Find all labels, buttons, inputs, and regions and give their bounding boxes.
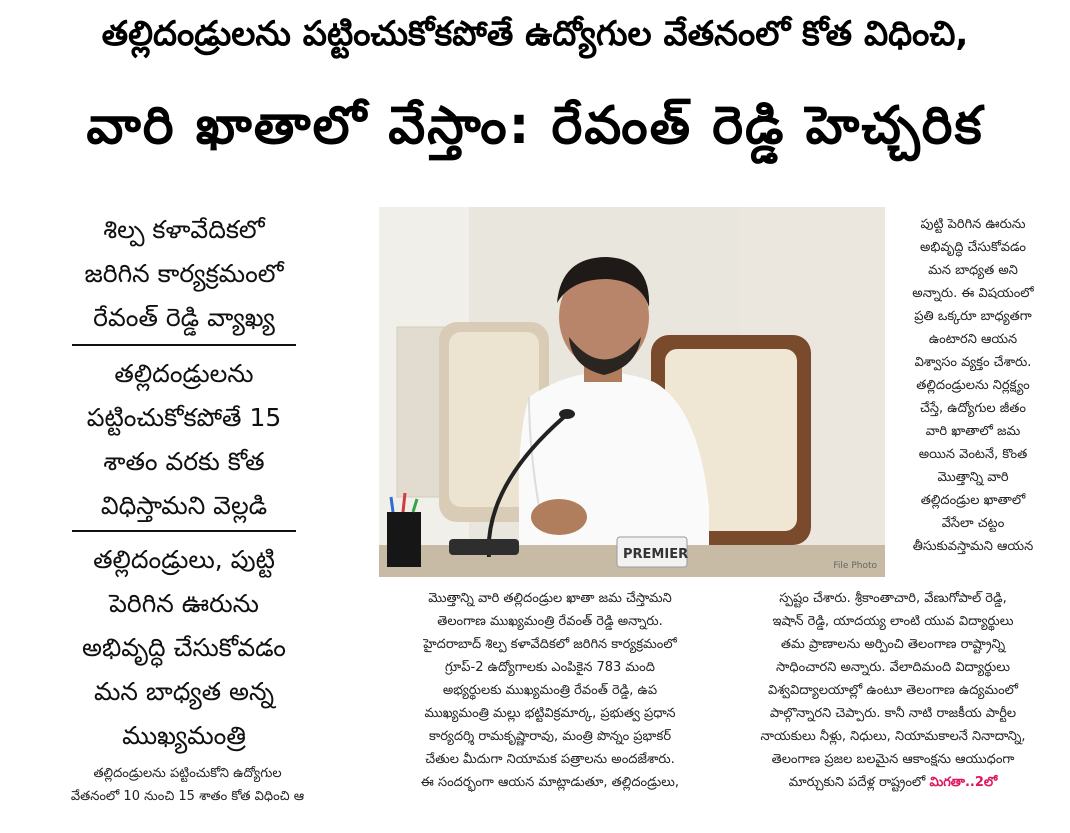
article-column-left xyxy=(40,762,335,808)
deck-line: పెరిగిన ఊరును xyxy=(109,589,259,618)
photo-credit: File Photo xyxy=(833,561,877,571)
text-line: చేతుల మీదుగా నియామక పత్రాలను అందజేశారు. xyxy=(425,752,675,767)
deck-line: తల్లిదండ్రులను xyxy=(114,359,254,388)
text-line: అభ్యర్థులకు ముఖ్యమంత్రి రేవంత్ రెడ్డి, ఉప xyxy=(442,683,658,698)
text-line: ఈ సందర్భంగా ఆయన మాట్లాడుతూ, తల్లిదండ్రులు, xyxy=(420,775,680,790)
text-line: తెలంగాణ ప్రజల బలమైన ఆకాంక్షను ఆయుధంగా xyxy=(771,752,1015,767)
text-line: విశ్వవిద్యాలయాల్లో ఉంటూ తెలంగాణ ఉద్యమంలో xyxy=(767,683,1019,698)
text-line: తల్లిదండ్రులను పట్టించుకోని ఉద్యోగుల xyxy=(93,766,282,781)
text-line: మన బాధ్యత అని xyxy=(928,263,1018,278)
text-line: నాయకులు నీళ్లు, నిధులు, నియామకాలనే నినాదాన్ని, xyxy=(760,729,1026,744)
text-line: విశ్వాసం వ్యక్తం చేశారు. xyxy=(914,355,1032,370)
text-line: ఉంటారని ఆయన xyxy=(928,332,1018,347)
text-line: తల్లిదండ్రుల ఖాతాలో xyxy=(920,493,1026,508)
deck-line: అభివృద్ధి చేసుకోవడం xyxy=(82,633,286,662)
text-line: అన్నారు. ఈ విషయంలో xyxy=(912,286,1034,301)
text-line: వేసేలా చట్టం xyxy=(941,516,1005,531)
text-line: గ్రూప్-2 ఉద్యోగాలకు ఎంపికైన 783 మంది xyxy=(445,660,655,675)
deck-line: ముఖ్యమంత్రి xyxy=(122,721,246,750)
text-line: తల్లిదండ్రులను నిర్లక్ష్యం xyxy=(916,378,1030,393)
deck-block-3 xyxy=(34,538,334,758)
continued-link[interactable]: మిగతా..2లో xyxy=(929,775,998,790)
text-line: హైదరాబాద్ శిల్ప కళావేదికలో జరిగిన కార్యక్రమంలో xyxy=(423,637,677,652)
text-line: చేస్తే, ఉద్యోగుల జీతం xyxy=(920,401,1026,416)
text-line: ఇషాన్ రెడ్డి, యాదయ్య లాంటి యువ విద్యార్థులు xyxy=(772,614,1014,629)
deck-line: విధిస్తామని వెల్లడి xyxy=(100,491,268,520)
text-line: పాల్గొన్నారని చెప్పారు. కానీ నాటి రాజకీయ పార్టీల xyxy=(769,706,1017,721)
headline-line-2: వారి ఖాతాలో వేస్తాం: రేవంత్ రెడ్డి హెచ్చరిక xyxy=(86,96,984,156)
deck-block-2 xyxy=(34,352,334,528)
text-line: అభివృద్ధి చేసుకోవడం xyxy=(919,240,1027,255)
news-photo xyxy=(379,207,885,577)
deck-block-1 xyxy=(34,208,334,340)
text-line: ముఖ్యమంత్రి మల్లు భట్టివిక్రమార్క, ప్రభుత్వ ప్రధాన xyxy=(424,706,676,721)
text-line: తీసుకువస్తామని ఆయన xyxy=(912,539,1034,554)
text-line: అయిన వెంటనే, కొంత xyxy=(918,447,1028,462)
deck-line: శాతం వరకు కోత xyxy=(103,447,265,476)
deck-line: శిల్ప కళావేదికలో xyxy=(103,215,265,244)
deck-line: పట్టించుకోకపోతే 15 xyxy=(86,403,282,432)
article-column-right xyxy=(888,213,1058,558)
headline-line-1: తల్లిదండ్రులను పట్టించుకోకపోతే ఉద్యోగుల వేతనంలో కోత విధించి, xyxy=(101,14,969,54)
deck-line: తల్లిదండ్రులు, పుట్టి xyxy=(93,545,275,574)
deck-divider xyxy=(72,344,296,346)
name-plate-label: PREMIER xyxy=(623,547,689,562)
deck-line: రేవంత్ రెడ్డి వ్యాఖ్య xyxy=(93,303,275,332)
text-line: మొత్తాన్ని వారి తల్లిదండ్రుల ఖాతా జమ చేస్తామని xyxy=(428,591,672,606)
text-line: వేతనంలో 10 నుంచి 15 శాతం కోత విధించి ఆ xyxy=(70,789,305,804)
text-line: సాధించారని అన్నారు. వేలాదిమంది విద్యార్థులు xyxy=(776,660,1010,675)
text-line: వారి ఖాతాలో జమ xyxy=(925,424,1021,439)
text-line xyxy=(733,771,1053,794)
text-line: స్పష్టం చేశారు. శ్రీకాంతాచారి, వేణుగోపాల్ రెడ్డి, xyxy=(779,591,1007,606)
text-line: తమ ప్రాణాలను అర్పించి తెలంగాణ రాష్ట్రాన్ని xyxy=(780,637,1006,652)
text-line: మొత్తాన్ని వారి xyxy=(937,470,1009,485)
text-segment: మార్చుకుని పదేళ్ల రాష్ట్రంలో xyxy=(788,775,926,790)
deck-line: జరిగిన కార్యక్రమంలో xyxy=(84,259,284,288)
deck-line: మన బాధ్యత అన్న xyxy=(93,677,275,706)
text-line: కార్యదర్శి రామకృష్ణారావు, మంత్రి పొన్నం ప్రభాకర్ xyxy=(428,729,672,744)
text-line: ప్రతి ఒక్కరూ బాధ్యతగా xyxy=(914,309,1032,324)
photo-illustration xyxy=(379,207,885,577)
article-column-middle xyxy=(380,587,720,794)
text-line: పుట్టి పెరిగిన ఊరును xyxy=(920,217,1026,232)
deck-divider xyxy=(72,530,296,532)
article-column-far-right xyxy=(733,587,1053,794)
text-line: తెలంగాణ ముఖ్యమంత్రి రేవంత్ రెడ్డి అన్నారు. xyxy=(437,614,663,629)
